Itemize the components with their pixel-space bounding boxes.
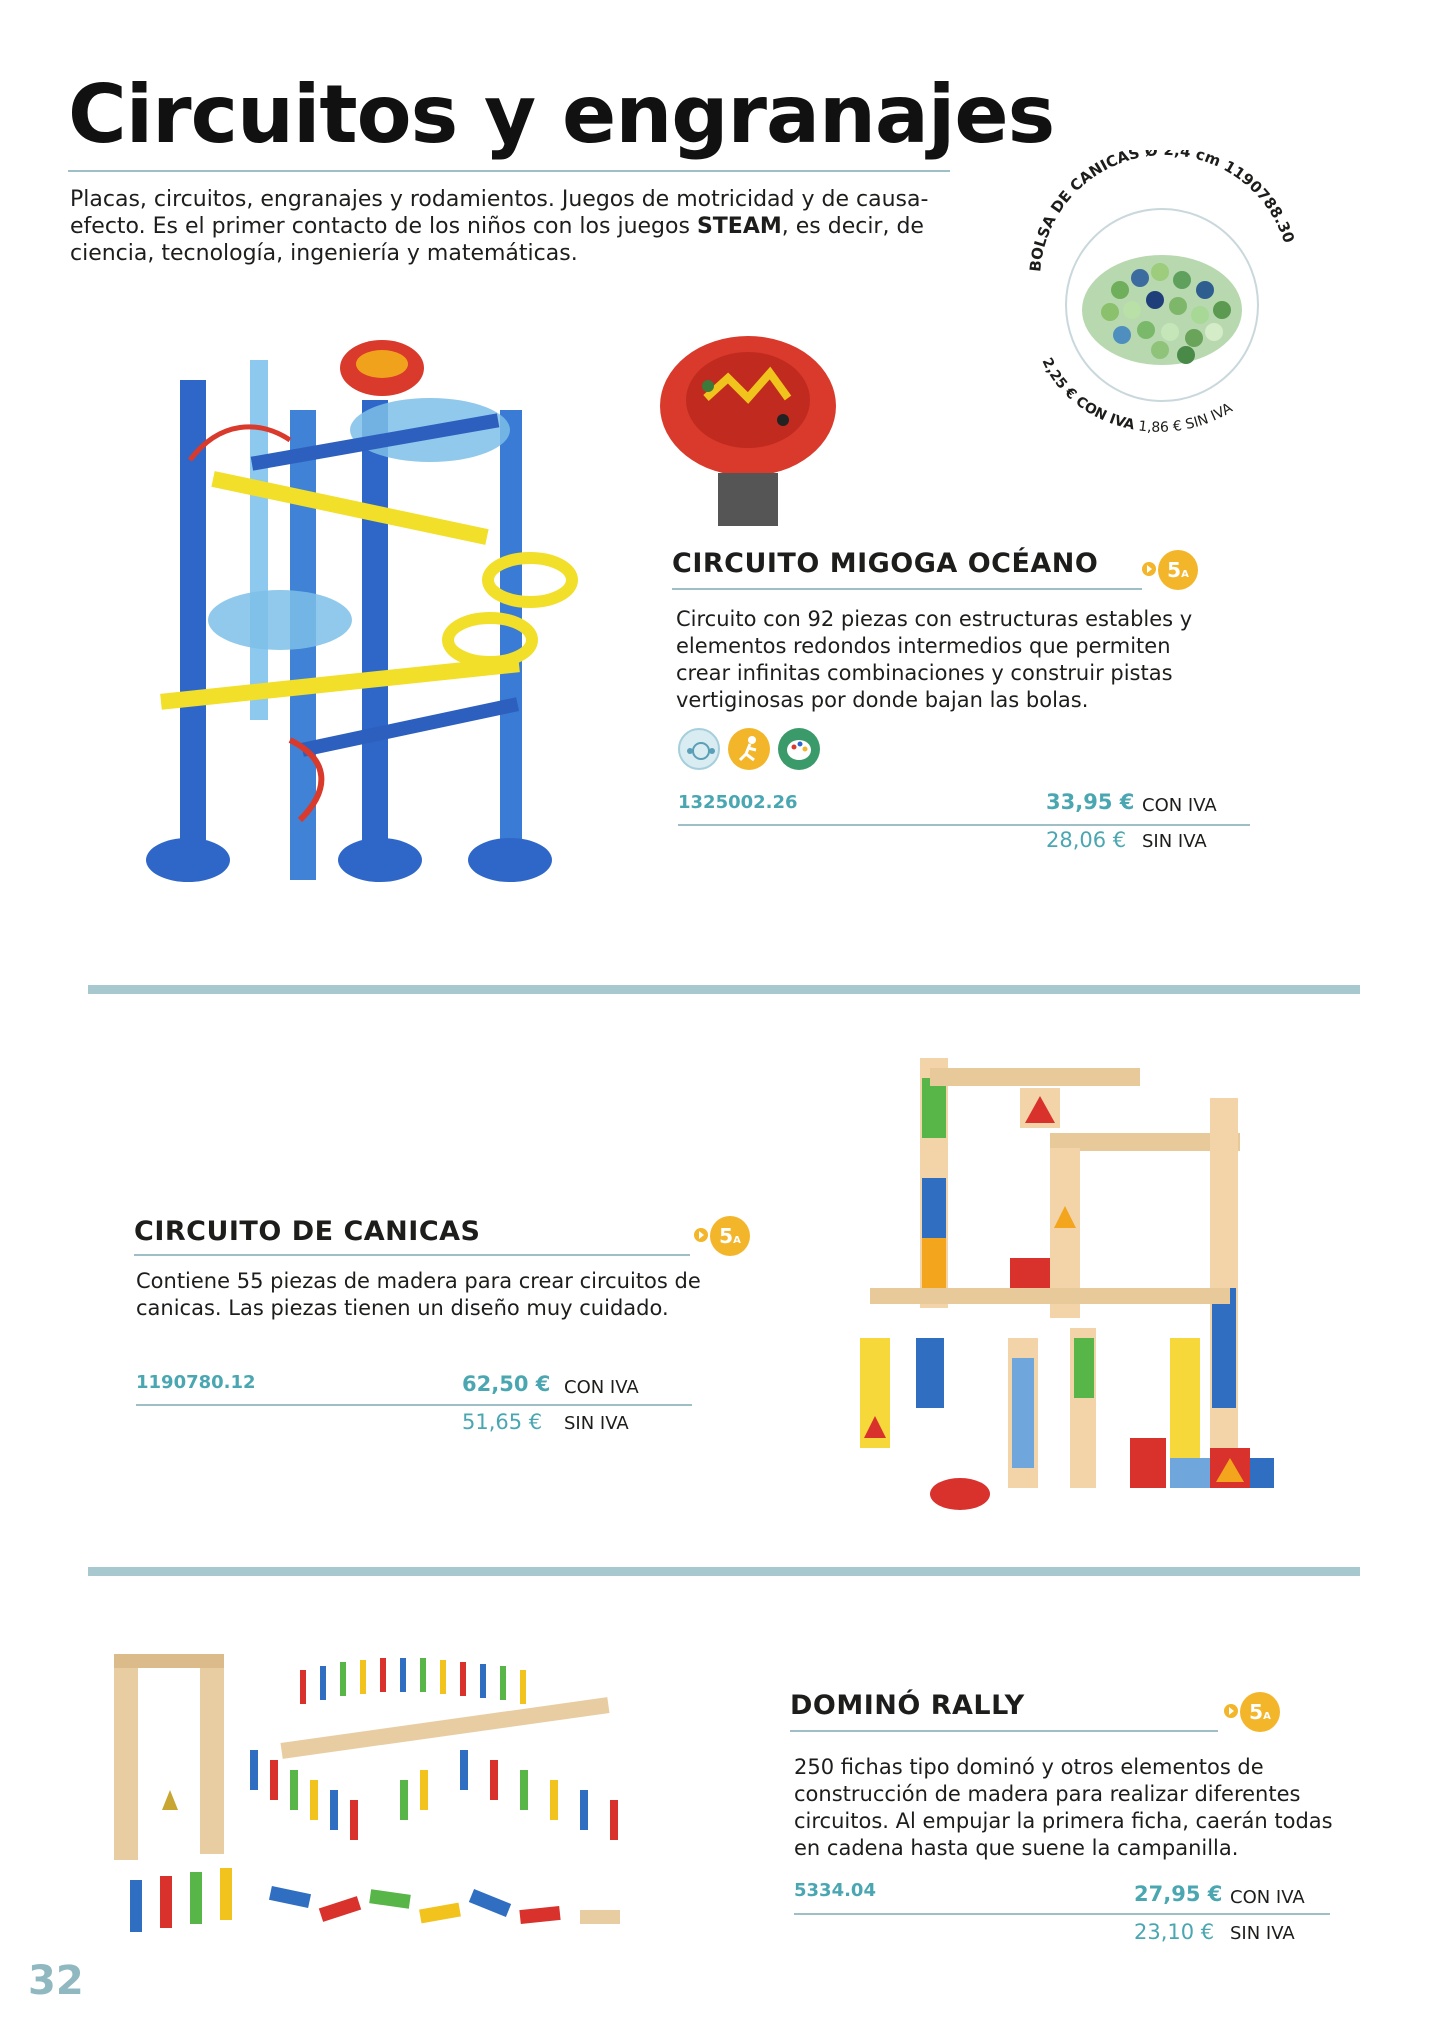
age-badge: 5A [1158,550,1198,590]
product-reference: 5334.04 [794,1880,876,1901]
price-with-vat-label: CON IVA [1142,795,1217,816]
page-title: Circuitos y engranajes [68,68,1055,161]
section-divider [88,985,1360,994]
sensory-icon [678,728,720,770]
section-divider [88,1567,1360,1576]
title-divider [68,170,950,172]
marble-bag-price: 2,25 € CON IVA 1,86 € SIN IVA [1038,355,1236,436]
product-title-rule [672,588,1142,590]
steam-highlight: STEAM [696,214,782,239]
circuito-migoga-image [100,320,660,940]
page-number: 32 [28,1958,84,2004]
product-reference: 1190780.12 [136,1372,256,1393]
marble-bag-graphic [1000,150,1320,450]
age-arrow-icon [1224,1704,1238,1718]
price-rule [794,1913,1330,1915]
product-description: 250 fichas tipo dominó y otros elementos de construcción de madera para realizar diferentes circuitos. Al empujar la primera ficha, caerán todas en cadena hasta que suene la campanilla. [794,1755,1333,1860]
price-without-vat: 28,06 € [1046,828,1127,852]
price-with-vat: 33,95 € [1046,790,1135,814]
price-with-vat-label: CON IVA [564,1377,639,1398]
price-without-vat-label: SIN IVA [1230,1923,1295,1944]
price-without-vat: 23,10 € [1134,1920,1215,1944]
age-badge: 5A [710,1216,750,1256]
price-with-vat-label: CON IVA [1230,1887,1305,1908]
product-title: DOMINÓ RALLY [790,1690,1025,1721]
domino-rally-image [100,1640,720,1960]
product-reference: 1325002.26 [678,792,798,813]
marble-bag-label: BOLSA DE CANICAS Ø 2,4 cm 1190788.30 [1026,150,1298,273]
product-description: Circuito con 92 piezas con estructuras estables y elementos redondos intermedios que permiten crear infinitas combinaciones y construir pistas vertiginosas por donde bajan las bolas. [676,607,1193,712]
circuito-de-canicas-image [840,1038,1280,1528]
price-without-vat-label: SIN IVA [1142,831,1207,852]
circuito-migoga-detail-image [648,328,848,526]
price-rule [136,1404,692,1406]
motor-skills-icon [728,728,770,770]
price-without-vat-label: SIN IVA [564,1413,629,1434]
product-title: CIRCUITO DE CANICAS [134,1216,481,1247]
price-with-vat: 27,95 € [1134,1882,1223,1906]
price-rule [678,824,1250,826]
age-badge: 5A [1240,1692,1280,1732]
price-with-vat: 62,50 € [462,1372,551,1396]
age-arrow-icon [694,1228,708,1242]
product-title-rule [790,1730,1218,1732]
product-description: Contiene 55 piezas de madera para crear circuitos de canicas. Las piezas tienen un diseño muy cuidado. [136,1269,701,1320]
product-title-rule [134,1254,690,1256]
price-without-vat: 51,65 € [462,1410,543,1434]
marble-bag-badge [1000,150,1320,450]
creativity-icon [778,728,820,770]
marbles-photo [1082,255,1242,365]
intro-text: Placas, circuitos, engranajes y rodamientos. Juegos de motricidad y de causa-efecto. Es el primer contacto de los niños con los juegos STEAM, es decir, de ciencia, tecnología, ingeniería y matemáticas. [70,187,929,266]
product-title: CIRCUITO MIGOGA OCÉANO [672,548,1099,579]
age-arrow-icon [1142,562,1156,576]
